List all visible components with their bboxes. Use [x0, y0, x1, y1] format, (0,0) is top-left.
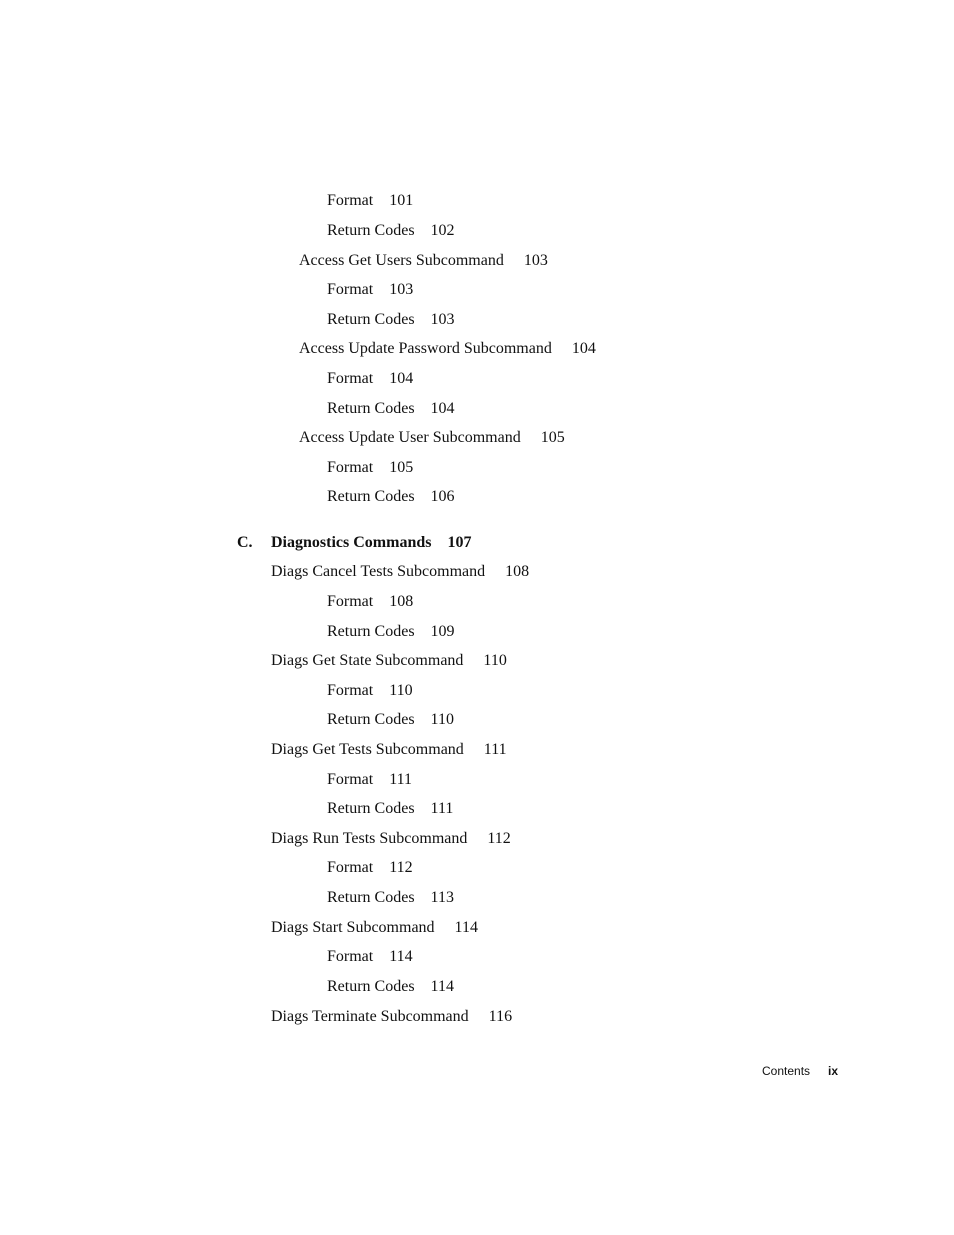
toc-entry-format[interactable] [327, 947, 413, 967]
toc-entry-page: 114 [430, 978, 454, 995]
toc-entry-diags-get-tests[interactable] [271, 740, 507, 760]
toc-entry-title: Format [327, 859, 374, 876]
toc-entry-page: 104 [430, 400, 455, 417]
toc-entry-title: Diags Run Tests Subcommand [271, 830, 468, 847]
toc-entry-page: 114 [389, 948, 413, 965]
toc-entry-title: Access Update User Subcommand [299, 429, 521, 446]
toc-entry-page: 109 [430, 623, 455, 640]
page-footer [762, 1063, 838, 1079]
toc-entry-page: 103 [389, 281, 414, 298]
toc-entry-diags-start[interactable] [271, 918, 478, 938]
toc-entry-format[interactable] [327, 191, 413, 211]
toc-entry-return-codes[interactable] [327, 977, 454, 997]
chapter-letter: C. [237, 534, 253, 551]
toc-entry-format[interactable] [327, 681, 413, 701]
toc-entry-title: Diags Terminate Subcommand [271, 1008, 469, 1025]
toc-entry-page: 105 [540, 429, 565, 446]
toc-entry-title: Return Codes [327, 222, 415, 239]
toc-entry-return-codes[interactable] [327, 622, 455, 642]
chapter-page: 107 [447, 534, 472, 551]
toc-entry-page: 106 [430, 488, 455, 505]
toc-entry-title: Diags Get Tests Subcommand [271, 741, 464, 758]
toc-entry-title: Format [327, 370, 374, 387]
chapter-title: Diagnostics Commands [271, 534, 432, 551]
footer-label: Contents [762, 1064, 811, 1078]
toc-entry-access-update-password[interactable] [299, 339, 596, 359]
toc-entry-page: 101 [389, 192, 414, 209]
toc-entry-format[interactable] [327, 458, 413, 478]
toc-entry-title: Format [327, 593, 374, 610]
toc-entry-page: 103 [523, 252, 548, 269]
toc-entry-access-get-users[interactable] [299, 251, 548, 271]
toc-entry-page: 102 [430, 222, 455, 239]
toc-entry-title: Access Get Users Subcommand [299, 252, 504, 269]
toc-entry-format[interactable] [327, 858, 413, 878]
toc-entry-page: 105 [389, 459, 414, 476]
toc-entry-access-update-user[interactable] [299, 428, 565, 448]
toc-entry-return-codes[interactable] [327, 221, 455, 241]
toc-entry-page: 110 [483, 652, 507, 669]
toc-entry-title: Return Codes [327, 711, 415, 728]
toc-entry-page: 110 [389, 682, 413, 699]
toc-entry-page: 103 [430, 311, 455, 328]
toc-entry-page: 108 [505, 563, 530, 580]
toc-entry-return-codes[interactable] [327, 310, 455, 330]
toc-entry-title: Return Codes [327, 488, 415, 505]
toc-entry-page: 108 [389, 593, 414, 610]
toc-entry-page: 114 [454, 919, 478, 936]
toc-entry-title: Format [327, 459, 374, 476]
toc-entry-title: Return Codes [327, 623, 415, 640]
toc-entry-format[interactable] [327, 770, 412, 790]
toc-entry-page: 111 [483, 741, 507, 758]
toc-entry-diags-run-tests[interactable] [271, 829, 511, 849]
toc-entry-return-codes[interactable] [327, 710, 454, 730]
toc-entry-return-codes[interactable] [327, 799, 453, 819]
footer-page-number: ix [828, 1064, 839, 1078]
toc-entry-title: Diags Cancel Tests Subcommand [271, 563, 486, 580]
toc-entry-title: Return Codes [327, 400, 415, 417]
toc-entry-format[interactable] [327, 592, 413, 612]
toc-entry-page: 113 [430, 889, 454, 906]
toc-entry-page: 111 [389, 771, 413, 788]
toc-entry-page: 104 [571, 340, 596, 357]
toc-entry-diags-terminate[interactable] [271, 1007, 512, 1027]
toc-entry-title: Format [327, 948, 374, 965]
toc-entry-page: 112 [389, 859, 413, 876]
toc-entry-title: Format [327, 682, 374, 699]
toc-entry-title: Diags Get State Subcommand [271, 652, 464, 669]
toc-entry-title: Return Codes [327, 800, 415, 817]
toc-entry-page: 110 [430, 711, 454, 728]
toc-entry-format[interactable] [327, 369, 413, 389]
toc-entry-return-codes[interactable] [327, 487, 455, 507]
toc-entry-page: 111 [430, 800, 454, 817]
toc-entry-page: 112 [487, 830, 511, 847]
toc-entry-diags-cancel-tests[interactable] [271, 562, 529, 582]
toc-entry-title: Access Update Password Subcommand [299, 340, 552, 357]
toc-entry-return-codes[interactable] [327, 399, 455, 419]
toc-entry-title: Return Codes [327, 889, 415, 906]
toc-entry-title: Return Codes [327, 978, 415, 995]
toc-entry-title: Format [327, 192, 374, 209]
toc-entry-title: Format [327, 281, 374, 298]
toc-entry-title: Format [327, 771, 374, 788]
toc-entry-title: Return Codes [327, 311, 415, 328]
toc-entry-page: 116 [488, 1008, 513, 1025]
toc-entry-return-codes[interactable] [327, 888, 454, 908]
toc-entry-title: Diags Start Subcommand [271, 919, 435, 936]
toc-entry-format[interactable] [327, 280, 413, 300]
toc-entry-page: 104 [389, 370, 414, 387]
toc-entry-diags-get-state[interactable] [271, 651, 507, 671]
